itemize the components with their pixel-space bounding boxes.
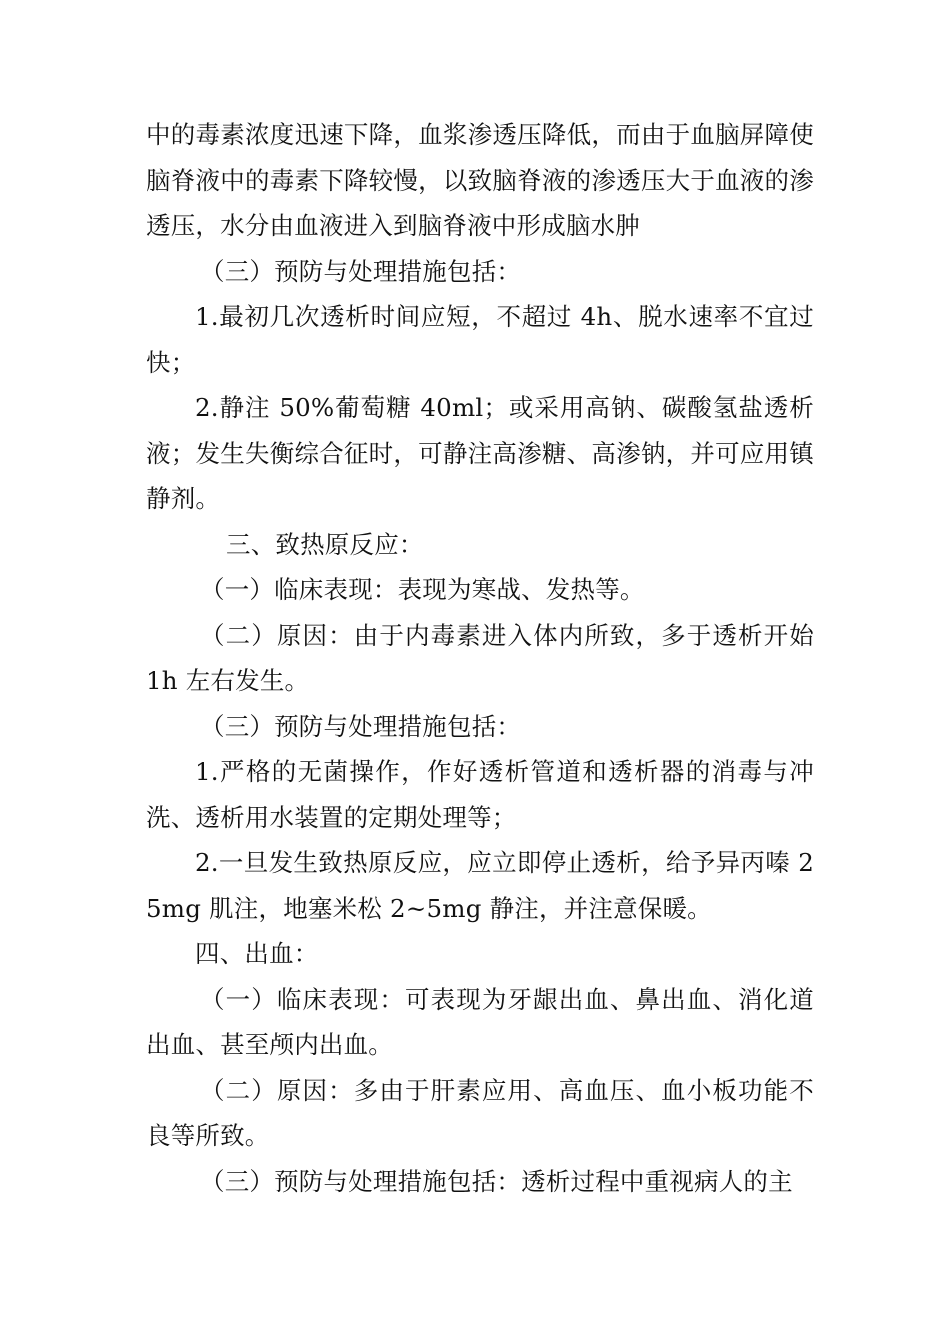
- bleeding-prevention: （三）预防与处理措施包括：透析过程中重视病人的主: [200, 1166, 793, 1196]
- pyrogen-clinical: （一）临床表现：表现为寒战、发热等。: [200, 575, 645, 604]
- paragraph-cerebral-edema-cause: 中的毒素浓度迅速下降，血浆渗透压降低，而由于血脑屏障使脑脊液中的毒素下降较慢，以致脑脊液的渗透压大于血液的渗透压，水分由血液进入到脑脊液中形成脑水肿: [146, 120, 814, 240]
- section-heading-pyrogen: 三、致热原反应：: [226, 529, 424, 559]
- list-item-2-stop-dialysis: 2.一旦发生致热原反应，应立即停止透析，给予异丙嗪 25mg 肌注，地塞米松 2~5mg 静注，并注意保暖。: [146, 848, 814, 923]
- document-body: [146, 112, 814, 1204]
- bleeding-clinical: （一）临床表现：可表现为牙龈出血、鼻出血、消化道出血、甚至颅内出血。: [146, 984, 814, 1059]
- list-item-1-aseptic: 1.严格的无菌操作，作好透析管道和透析器的消毒与冲洗、透析用水装置的定期处理等；: [146, 757, 814, 832]
- bleeding-cause: （二）原因：多由于肝素应用、高血压、血小板功能不良等所致。: [146, 1075, 814, 1150]
- list-item-1-short-dialysis: 1.最初几次透析时间应短，不超过 4h、脱水速率不宜过快；: [146, 302, 814, 377]
- list-item-2-glucose: 2.静注 50%葡萄糖 40ml；或采用高钠、碳酸氢盐透析液；发生失衡综合征时，可静注高渗糖、高渗钠，并可应用镇静剂。: [146, 393, 814, 513]
- heading-prevention-pyrogen: （三）预防与处理措施包括：: [200, 711, 522, 741]
- pyrogen-cause: （二）原因：由于内毒素进入体内所致，多于透析开始 1h 左右发生。: [146, 620, 814, 695]
- section-heading-bleeding: 四、出血：: [195, 939, 319, 968]
- heading-prevention-3: （三）预防与处理措施包括：: [200, 256, 522, 286]
